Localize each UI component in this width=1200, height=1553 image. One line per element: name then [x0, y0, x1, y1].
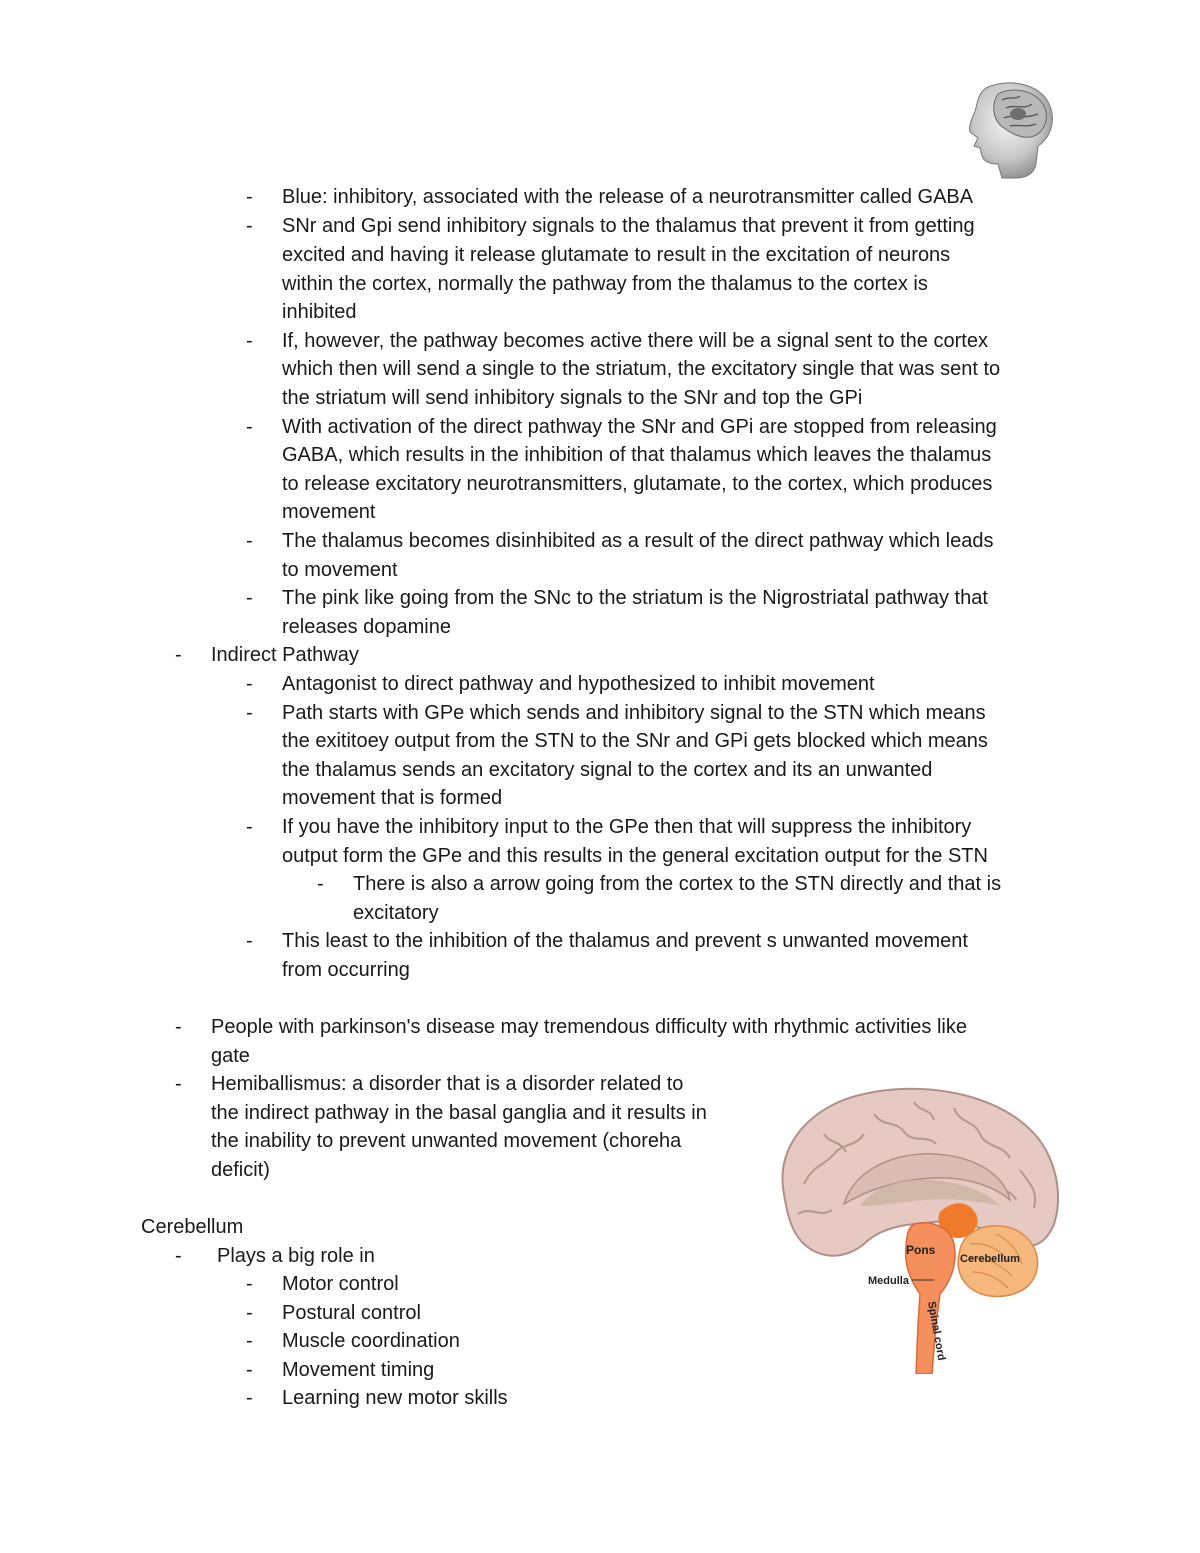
bullet-dash: - [246, 930, 253, 952]
bullet-dash: - [246, 330, 253, 352]
text-line: within the cortex, normally the pathway from the thalamus to the cortex is [282, 273, 928, 295]
text-line: which then will send a single to the striatum, the excitatory single that was sent to [282, 358, 1001, 380]
bullet-dash: - [246, 530, 253, 552]
text-line: the striatum will send inhibitory signals to the SNr and top the GPi [282, 387, 863, 409]
bullet-dash: - [175, 644, 182, 666]
text-line: Indirect Pathway [211, 644, 359, 666]
bullet-dash: - [246, 186, 253, 208]
text-line: People with parkinson's disease may tremendous difficulty with rhythmic activities like [211, 1016, 967, 1038]
text-line: excitatory [353, 902, 439, 924]
text-line: If you have the inhibitory input to the GPe then that will suppress the inhibitory [282, 816, 972, 838]
text-line: This least to the inhibition of the thalamus and prevent s unwanted movement [282, 930, 968, 952]
text-line: The pink like going from the SNc to the striatum is the Nigrostriatal pathway that [282, 587, 988, 609]
text-line: If, however, the pathway becomes active there will be a signal sent to the cortex [282, 330, 988, 352]
bullet-dash: - [246, 702, 253, 724]
text-line: Cerebellum [141, 1216, 244, 1238]
bullet-dash: - [246, 1359, 253, 1381]
cerebellum-label: Cerebellum [960, 1253, 1020, 1265]
text-line: With activation of the direct pathway the SNr and GPi are stopped from releasing [282, 416, 997, 438]
text-line: Plays a big role in [217, 1245, 375, 1267]
text-line: movement that is formed [282, 787, 503, 809]
bullet-dash: - [246, 673, 253, 695]
text-line: Postural control [282, 1302, 421, 1324]
text-line: gate [211, 1045, 250, 1067]
text-line: Muscle coordination [282, 1330, 460, 1352]
text-line: GABA, which results in the inhibition of that thalamus which leaves the thalamus [282, 444, 992, 466]
text-line: the thalamus sends an excitatory signal to the cortex and its an unwanted [282, 759, 933, 781]
bullet-dash: - [246, 215, 253, 237]
text-line: Motor control [282, 1273, 399, 1295]
text-line: to movement [282, 559, 398, 581]
text-line: to release excitatory neurotransmitters, glutamate, to the cortex, which produces [282, 473, 993, 495]
bullet-dash: - [175, 1073, 182, 1095]
text-line: Blue: inhibitory, associated with the release of a neurotransmitter called GABA [282, 186, 974, 208]
text-line: Learning new motor skills [282, 1387, 508, 1409]
bullet-dash: - [246, 1387, 253, 1409]
bullet-dash: - [246, 416, 253, 438]
text-line: Path starts with GPe which sends and inhibitory signal to the STN which means [282, 702, 986, 724]
text-line: SNr and Gpi send inhibitory signals to the thalamus that prevent it from getting [282, 215, 975, 237]
bullet-dash: - [246, 1273, 253, 1295]
bullet-dash: - [175, 1245, 182, 1267]
bullet-dash: - [317, 873, 324, 895]
text-line: Antagonist to direct pathway and hypothesized to inhibit movement [282, 673, 875, 695]
text-line: There is also a arrow going from the cortex to the STN directly and that is [353, 873, 1002, 895]
bullet-dash: - [246, 1302, 253, 1324]
bullet-dash: - [246, 587, 253, 609]
text-line: the exititoey output from the STN to the SNr and GPi gets blocked which means [282, 730, 988, 752]
bullet-dash: - [175, 1016, 182, 1038]
text-line: Movement timing [282, 1359, 435, 1381]
text-line: The thalamus becomes disinhibited as a result of the direct pathway which leads [282, 530, 994, 552]
text-line: movement [282, 501, 376, 523]
medulla-label: Medulla [868, 1275, 909, 1287]
text-line: output form the GPe and this results in the general excitation output for the STN [282, 845, 988, 867]
bullet-dash: - [246, 1330, 253, 1352]
head-brain-illustration [946, 78, 1058, 184]
brain-sagittal-diagram [764, 1074, 1064, 1374]
text-line: releases dopamine [282, 616, 451, 638]
text-line: Hemiballismus: a disorder that is a disorder related to [211, 1073, 684, 1095]
text-line: from occurring [282, 959, 410, 981]
text-line: deficit) [211, 1159, 270, 1181]
spinal-cord-label: Spinal cord [925, 1300, 948, 1362]
text-line: the inability to prevent unwanted movement (choreha [211, 1130, 682, 1152]
text-line: the indirect pathway in the basal ganglia and it results in [211, 1102, 707, 1124]
text-line: excited and having it release glutamate to result in the excitation of neurons [282, 244, 951, 266]
bullet-dash: - [246, 816, 253, 838]
pons-label: Pons [906, 1243, 936, 1257]
text-line: inhibited [282, 301, 357, 323]
